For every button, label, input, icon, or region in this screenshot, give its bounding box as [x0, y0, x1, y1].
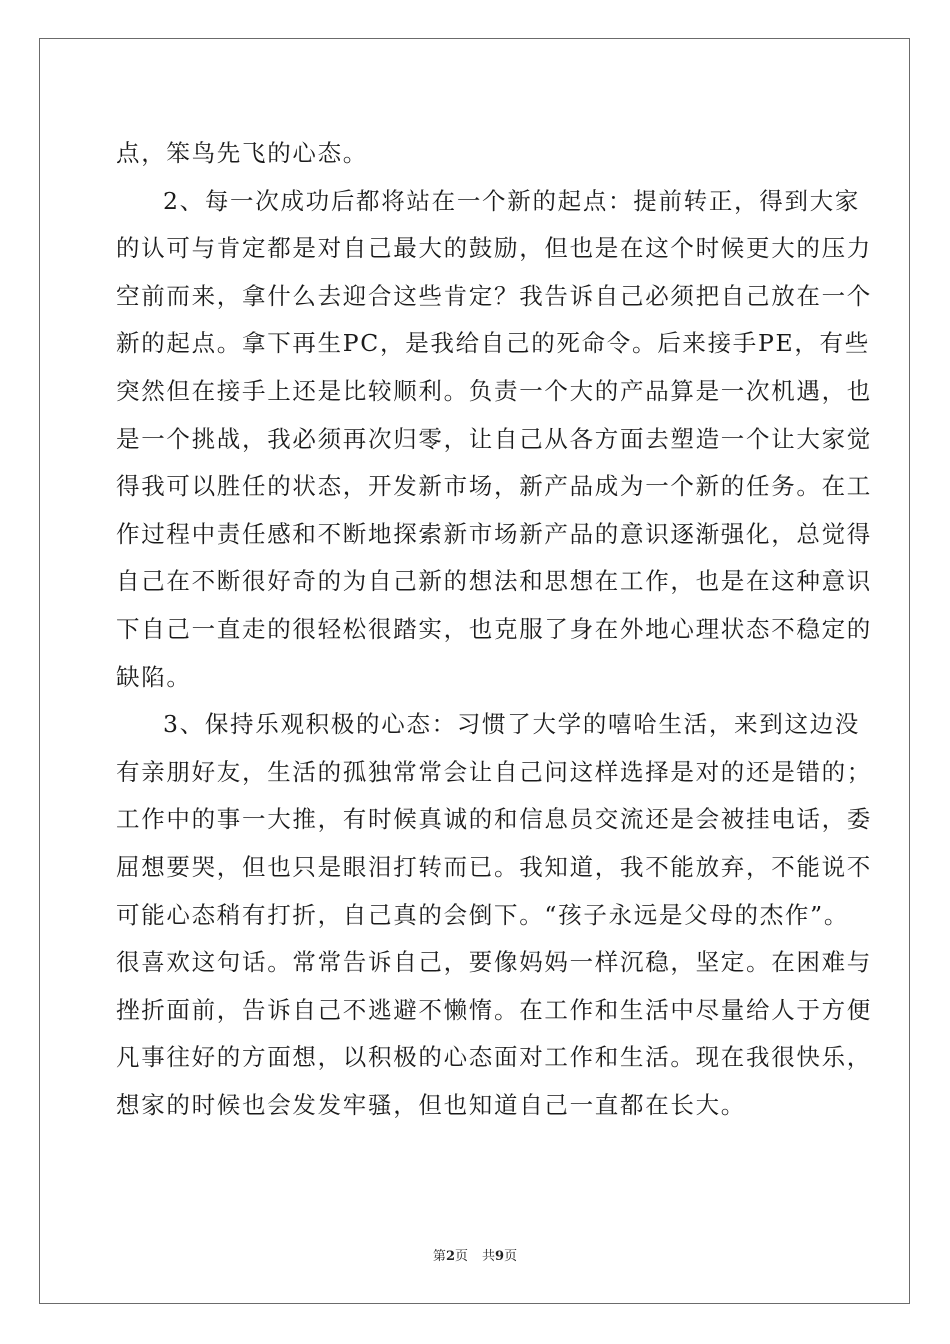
footer-page-number: 2 — [445, 1249, 455, 1264]
text-line: 空前而来，拿什么去迎合这些肯定？我告诉自己必须把自己放在一个 — [116, 281, 872, 310]
text-line: 想家的时候也会发发牢骚，但也知道自己一直都在长大。 — [116, 1090, 746, 1119]
text-line: 自己在不断很好奇的为自己新的想法和思想在工作，也是在这种意识 — [116, 567, 872, 596]
footer-prefix: 第 — [432, 1249, 446, 1264]
text-line: 挫折面前，告诉自己不逃避不懒惰。在工作和生活中尽量给人于方便 — [116, 995, 872, 1024]
text-line: 工作中的事一大推，有时候真诚的和信息员交流还是会被挂电话，委 — [116, 805, 872, 834]
footer-total-prefix: 共 — [482, 1249, 496, 1264]
text-line: 缺陷。 — [116, 662, 192, 691]
text-line: 点，笨鸟先飞的心态。 — [116, 139, 368, 167]
text-line: 新的起点。拿下再生PC，是我给自己的死命令。后来接手PE，有些 — [116, 329, 870, 358]
text-line: 下自己一直走的很轻松很踏实，也克服了身在外地心理状态不稳定的 — [116, 614, 872, 643]
text-line: 有亲朋好友，生活的孤独常常会让自己问这样选择是对的还是错的； — [116, 757, 872, 786]
text-line: 屈想要哭，但也只是眼泪打转而已。我知道，我不能放弃，不能说不 — [116, 852, 872, 881]
text-line: 得我可以胜任的状态，开发新市场，新产品成为一个新的任务。在工 — [116, 472, 872, 501]
page-footer — [0, 1245, 950, 1264]
document-body — [116, 130, 872, 1129]
footer-page-suffix: 页 — [454, 1249, 468, 1264]
text-line: 可能心态稍有打折，自己真的会倒下。“孩子永远是父母的杰作”。 — [116, 900, 850, 929]
text-line: 作过程中责任感和不断地探索新市场新产品的意识逐渐强化，总觉得 — [116, 519, 872, 548]
text-line: 是一个挑战，我必须再次归零，让自己从各方面去塑造一个让大家觉 — [116, 424, 872, 453]
footer-total-suffix: 页 — [504, 1249, 518, 1264]
text-line-paragraph-start: 2、每一次成功后都将站在一个新的起点：提前转正，得到大家 — [163, 186, 861, 215]
text-line: 很喜欢这句话。常常告诉自己，要像妈妈一样沉稳，坚定。在困难与 — [116, 948, 872, 977]
text-line: 的认可与肯定都是对自己最大的鼓励，但也是在这个时候更大的压力 — [116, 234, 872, 263]
text-line-paragraph-start: 3、保持乐观积极的心态：习惯了大学的嘻哈生活，来到这边没 — [163, 710, 861, 739]
text-line: 突然但在接手上还是比较顺利。负责一个大的产品算是一次机遇，也 — [116, 376, 872, 405]
text-line: 凡事往好的方面想，以积极的心态面对工作和生活。现在我很快乐， — [116, 1043, 872, 1072]
footer-total-pages: 9 — [495, 1249, 505, 1264]
